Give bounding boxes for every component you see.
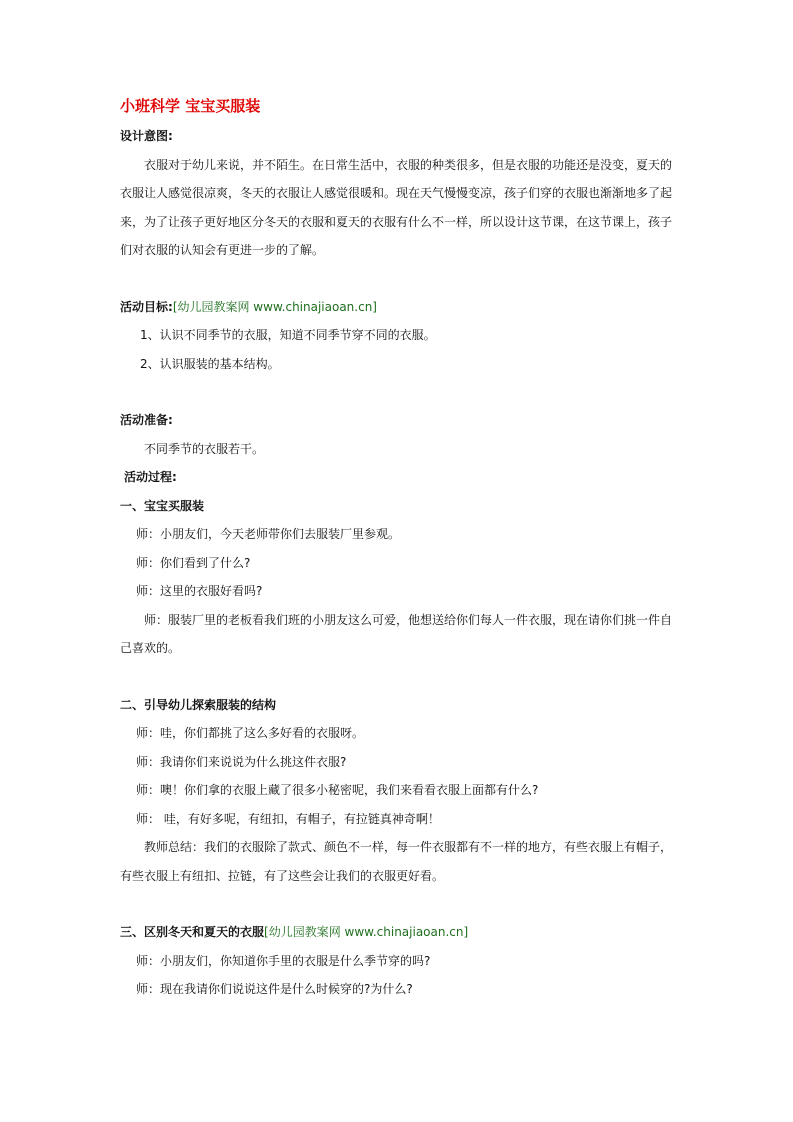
section3-line-2: 师：现在我请你们说说这件是什么时候穿的?为什么? bbox=[136, 982, 413, 996]
design-heading: 设计意图: bbox=[120, 129, 173, 143]
section2-line-1: 师：哇，你们都挑了这么多好看的衣服呀。 bbox=[136, 726, 365, 740]
prep-heading: 活动准备: bbox=[120, 413, 173, 427]
spacer bbox=[120, 378, 676, 406]
process-heading: 活动过程: bbox=[124, 470, 177, 484]
section2-line-2: 师：我请你们来说说为什么挑这件衣服? bbox=[136, 754, 347, 769]
section1-para: 师：服装厂里的老板看我们班的小朋友这么可爱，他想送给你们每人一件衣服，现在请你们挑一件自己喜欢的。 bbox=[120, 612, 673, 655]
section1-heading: 一、宝宝买服装 bbox=[120, 498, 205, 513]
section1-line-2: 师：你们看到了什么? bbox=[136, 555, 251, 570]
section2-line-4: 师： 哇，有好多呢，有纽扣，有帽子，有拉链真神奇啊！ bbox=[136, 811, 440, 826]
spacer bbox=[120, 890, 676, 918]
document-content bbox=[120, 96, 676, 1004]
section3-heading-line bbox=[120, 918, 676, 947]
goal-item-1: 1、认识不同季节的衣服，知道不同季节穿不同的衣服。 bbox=[140, 328, 436, 342]
spacer bbox=[120, 663, 676, 691]
doc-title: 小班科学 宝宝买服装 bbox=[120, 97, 261, 115]
goal-heading-line bbox=[120, 293, 676, 322]
section2-para: 教师总结：我们的衣服除了款式、颜色不一样，每一件衣服都有不一样的地方，有些衣服上有帽子，有些衣服上有纽扣、拉链，有了这些会让我们的衣服更好看。 bbox=[120, 840, 673, 883]
goal-link[interactable]: [幼儿园教案网 www.chinajiaoan.cn] bbox=[172, 299, 377, 314]
design-text: 衣服对于幼儿来说，并不陌生。在日常生活中，衣服的种类很多，但是衣服的功能还是没变，夏天的衣服让人感觉很凉爽，冬天的衣服让人感觉很暖和。现在天气慢慢变凉，孩子们穿的衣服也渐渐地多了起来，为了让孩子更好地区分冬天的衣服和夏天的衣服有什么不一样，所以设计这节课，在这节课上，孩子们对衣服的认知会有更进一步的了解。 bbox=[120, 157, 673, 257]
section1-line-1: 师：小朋友们，今天老师带你们去服装厂里参观。 bbox=[136, 527, 401, 541]
section2-line-3: 师：噢！你们拿的衣服上藏了很多小秘密呢，我们来看看衣服上面都有什么? bbox=[136, 783, 539, 797]
section3-link[interactable]: [幼儿园教案网 www.chinajiaoan.cn] bbox=[264, 925, 469, 939]
goal-item-2: 2、认识服装的基本结构。 bbox=[140, 356, 280, 371]
section3-heading: 三、区别冬天和夏天的衣服 bbox=[120, 925, 265, 939]
spacer bbox=[120, 265, 676, 293]
section2-heading: 二、引导幼儿探索服装的结构 bbox=[120, 697, 277, 712]
goal-heading: 活动目标: bbox=[120, 299, 173, 314]
section1-line-3: 师：这里的衣服好看吗? bbox=[136, 584, 263, 598]
section3-line-1: 师：小朋友们，你知道你手里的衣服是什么季节穿的吗? bbox=[136, 953, 431, 968]
prep-text: 不同季节的衣服若干。 bbox=[144, 441, 265, 456]
